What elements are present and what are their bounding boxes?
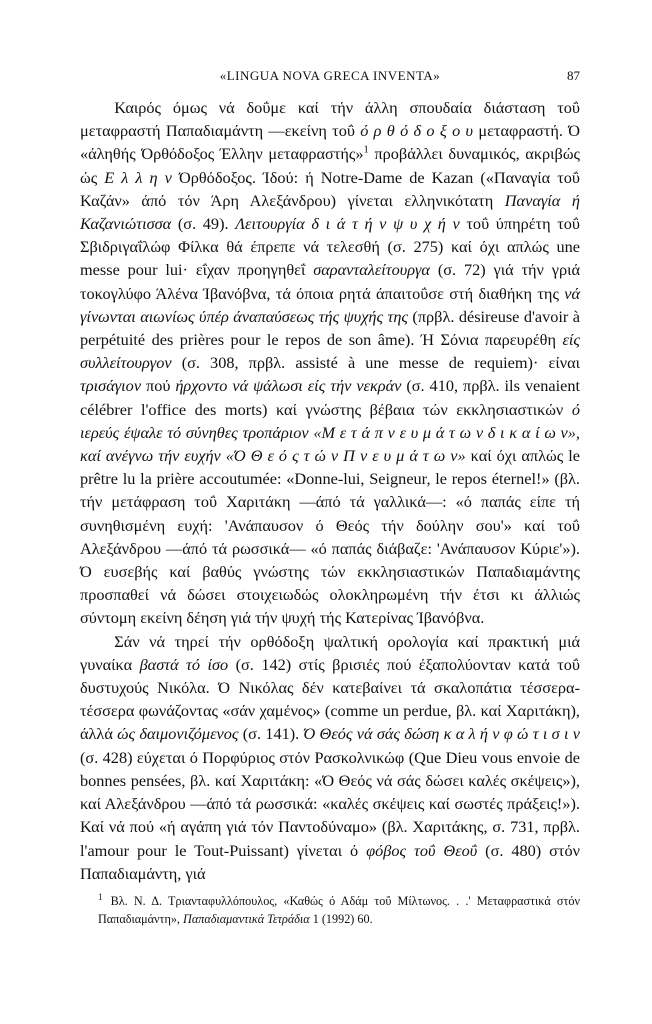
emphasis-run: Παναγία ή Καζανιώτισσα (80, 190, 580, 234)
footnote-1 (80, 892, 580, 928)
text-run: (σ. 142) στίς βρισιές πού έξαπολύονταν κατά τοΰ δυστυχούς Νικόλα. Ό Νικόλας δέν κατεβαίνει τά σκαλοπάτια τέσσερα-τέσσερα φωνάζοντας «σάν χαμένος» (comme un perdue, βλ. καί Χαριτάκη), άλλά (80, 654, 580, 744)
text-run: (πρβλ. désireuse d'avoir à perpétuité des prières pour le repos de son âme). Ή Σόνια παρευρέθη (80, 306, 580, 350)
text-run: Όρθόδοξος. Ίδού: ή Notre-Dame de Kazan («Παναγία τοΰ Καζάν» άπό τόν Άρη Αλεξάνδρου) γίνεται ελληνικότατη (80, 167, 580, 210)
text-run: Βλ. Ν. Δ. Τριανταφυλλόπουλος, «Καθώς ό Αδάμ τοΰ Μίλτωνος. . .' Μεταφραστικά στόν Παπαδιαμάντη», (98, 894, 580, 927)
emphasis-run: Ό Θεός νά σάς δώση κ α λ ή ν φ ώ τ ι σ ι ν (303, 724, 580, 744)
emphasis-run: Λειτουργία δ ι ά τ ή ν ψ υ χ ή ν (235, 214, 460, 234)
paragraph-1 (80, 96, 580, 630)
text-run: (σ. 141). (238, 724, 304, 744)
text-run: (σ. 72) γιά τήν γριά τοκογλύφο Άλένα Ίβανόβνα, τά όποια ρητά άπαιτοΰσε στή διαθήκη της (80, 260, 580, 303)
body-text (80, 96, 580, 885)
text-run: (σ. 428) εύχεται ό Πορφύριος στόν Ρασκολνικώφ (Que Dieu vous envoie de bonnes pensées, βλ. καί Χαριτάκη: «Ό Θεός νά σάς δώσει καλές σκέψεις»), καί Αλεξάνδρου —άπό τά ρωσσικά: «καλές σκέψεις καί σωστές πράξεις!»). Καί νά πού «ή αγάπη γιά τόν Παντοδύναμο» (βλ. Χαριτάκης, σ. 731, πρβλ. l'amour pour le Tout-Puissant) γίνεται ό (80, 747, 580, 860)
footnote-reference: 1 (363, 144, 369, 156)
page-number: 87 (567, 68, 580, 83)
text-run: (σ. 49). (171, 214, 236, 234)
footnote-mark: 1 (98, 892, 103, 903)
text-run: πού (141, 376, 176, 396)
text-run: 1 (1992) 60. (309, 912, 373, 927)
emphasis-run: φόβος τοΰ Θεοΰ (366, 840, 478, 860)
text-run: καί όχι απλώς le prêtre lu la prière accoutumée: «Donne-lui, Seigneur, le repos éternel!» (βλ. τήν μετάφραση τοΰ Χαριτάκη —άπό τά γαλλικά—: «ό παπάς είπε τή συνηθισμένη ευχή: 'Ανάπαυσον ό Θεός τήν δούλην σου'» καί τοΰ Αλεξάνδρου —άπό τά ρωσσικά— «ό παπάς διάβαζε: 'Ανάπαυσον Κύριε'»). Ό ευσεβής καί βαθύς γνώστης τών εκκλησιαστικών Παπαδιαμάντης προσπαθεί νά δώσει στοιχειωδώς ολοκληρωμένη τήν έτσι κι άλλιώς σύντομη εκείνη δέηση γιά τήν ψυχή τής Κατερίνας Ίβανόβνα. (80, 446, 580, 628)
text-run: (σ. 410, πρβλ. ils venaient célébrer l'office des morts) καί γνώστης βέβαια τών εκκλησιαστικών (80, 376, 580, 419)
footnotes (80, 880, 580, 940)
emphasis-run: τρισάγιον (80, 376, 142, 396)
emphasis-run: ώς δαιμονιζόμενος (117, 724, 239, 744)
text-run: (σ. 308, πρβλ. assisté à une messe de requiem)· είναι (171, 353, 580, 373)
text-run: Σάν νά τηρεί τήν ορθόδοξη ψαλτική ορολογία καί πρακτική μιά γυναίκα (80, 631, 580, 674)
text-run: τοΰ ύπηρέτη τοΰ Σβιδριγαΐλώφ Φίλκα θά έπρεπε νά τελεσθή (σ. 275) καί όχι απλώς une messe pour lui· εΐχαν προηγηθεΐ (80, 214, 580, 280)
running-title: «LINGUA NOVA GRECA INVENTA» (219, 68, 441, 83)
emphasis-run: Ε λ λ η ν (104, 167, 172, 187)
text-run: Καιρός όμως νά δοΰμε καί τήν άλλη σπουδαία διάσταση τοΰ μεταφραστή Παπαδιαμάντη —εκείνη τοΰ (80, 98, 580, 141)
emphasis-run: είς συλλείτουργον (80, 330, 580, 373)
emphasis-run: ήρχοντο νά ψάλωσι είς τήν νεκράν (175, 376, 402, 396)
text-run: (σ. 480) στόν Παπαδιαμάντη, γιά (80, 840, 580, 883)
emphasis-run: Παπαδιαμαντικά Τετράδια (183, 912, 310, 927)
emphasis-run: σαρανταλείτουργα (313, 260, 430, 280)
emphasis-run: νά γίνωνται αιωνίως ύπέρ άναπαύσεως τής ψυχής της (80, 283, 580, 326)
text-run: μεταφραστή. Ό «άληθής Όρθόδοξος Έλλην μεταφραστής» (80, 121, 580, 164)
text-run: προβάλλει δυναμικός, ακριβώς ώς (80, 144, 580, 187)
emphasis-run: ό ρ θ ό δ ο ξ ο υ (360, 121, 474, 141)
emphasis-run: βαστά τό ίσο (139, 654, 229, 674)
emphasis-run: ό ιερεύς έψαλε τό σύνηθες τροπάριον «Μ ε τ ά π ν ε υ μ ά τ ω ν δ ι κ α ί ω ν», καί ανέγνω τήν ευχήν «Ό Θ ε ό ς τ ώ ν Π ν ε υ μ ά τ ω ν» (80, 399, 580, 466)
page-header (80, 68, 580, 84)
paragraph-2 (80, 630, 580, 885)
